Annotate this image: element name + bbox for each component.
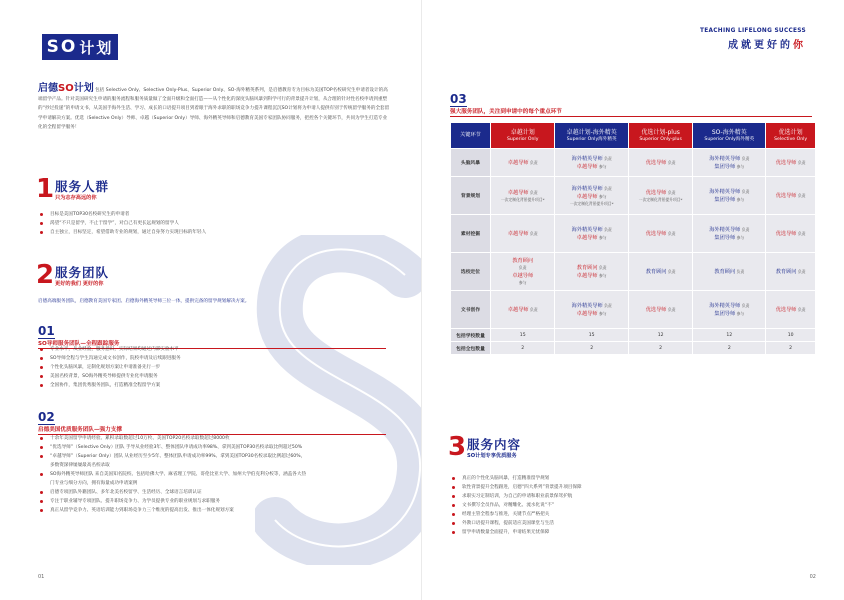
list-item: 专业水平，从业经验，服务意识，实际结果均通过内部实验水平 (38, 345, 181, 354)
table-row (451, 342, 816, 355)
intro-brand-a: 启德 (38, 83, 58, 94)
table-cell: 2 (555, 342, 628, 355)
cell-role: 教育顾问 (576, 265, 598, 271)
list-item: 文书撰写全员作品，对精雕化、流水化说“不” (450, 501, 582, 510)
table-cell: 15 (491, 329, 555, 342)
cell-note: 负责 (604, 303, 612, 308)
cell-note: 负责 (797, 269, 806, 274)
section2-subtitle: 更好的我们 更好的你 (55, 281, 104, 287)
list-item: 自主独立，目标坚定，希望借助专业的规划，通过自身努力实现目标的年轻人 (38, 228, 206, 237)
section2-number: 2 (36, 260, 55, 290)
table-cell (628, 149, 692, 177)
cell-note: 参与 (736, 311, 745, 316)
section3-number: 3 (448, 432, 467, 462)
cell-role: 集团导师 (714, 197, 736, 203)
table-cell (555, 253, 628, 291)
cell-role: 教育顾问 (512, 258, 534, 264)
cell-note: 负责 (667, 269, 676, 274)
column-en: Superior Only海外精英 (566, 136, 617, 142)
column-name: SO-海外精英 (711, 128, 747, 136)
cell-note: 负责 (736, 269, 745, 274)
table-cell (491, 215, 555, 253)
cell-role: 海外精英导师 (571, 227, 603, 233)
cell-role: 海外精英导师 (709, 303, 741, 309)
cell-role: 优选导师 (775, 160, 797, 166)
cell-role: 海外精英导师 (571, 185, 603, 192)
list-item: 启德专项团队外籍团队、多年北美名校留学、生活经历、全球语言培训认证 (38, 488, 308, 497)
table-cell: 12 (693, 329, 766, 342)
subsection-03-title: 强大服务团队，关注到申请中的每个重点环节 (450, 107, 812, 117)
list-item: 个性化头脑风暴，定制化规划方案让申请准备先行一步 (38, 363, 181, 372)
section3-list (450, 474, 582, 537)
slogan-chinese (700, 36, 806, 51)
list-item: 经理主管全程参与推进，关键节点严格把关 (450, 510, 582, 519)
list-item: 十余年美国留学申请经验、累积录取数超过10万枚、美国TOP20名校录取数超过8000枚 (38, 434, 308, 443)
cell-note: 负责 (518, 265, 527, 270)
table-cell (628, 253, 692, 291)
table-cell (766, 177, 816, 215)
cell-note: 参与 (736, 164, 745, 169)
list-item: 真正的个性化头脑风暴，打造精准留学规划 (450, 474, 582, 483)
intro-brand-b: SO (58, 83, 74, 94)
column-header (766, 123, 816, 149)
cell-role: 集团导师 (714, 311, 736, 317)
cell-role: 卓越导师 (507, 189, 529, 196)
cell-note: 负责 (667, 189, 676, 195)
list-item: 留学申请数量全面提升，申请结果无忧保障 (450, 528, 582, 537)
section1-title: 服务人群 (55, 179, 110, 194)
table-row (451, 149, 816, 177)
cell-note: 负责 (604, 185, 612, 191)
subsection-02-title: 启德美国优质服务团队—强力支撑 (38, 425, 386, 435)
row-header: 选校定位 (451, 253, 491, 291)
cell-role: 卓越导师 (576, 273, 598, 279)
slogan-english: TEACHING LIFELONG SUCCESS (699, 28, 806, 34)
cell-note: 负责 (741, 156, 750, 161)
cell-note: 参与 (598, 164, 607, 169)
table-cell (766, 149, 816, 177)
cell-role: 优选导师 (645, 160, 667, 166)
cell-note: 参与 (736, 235, 745, 240)
cell-role: 卓越导师 (507, 160, 529, 166)
page-number-left: 01 (38, 574, 45, 580)
cell-note: 负责 (530, 307, 538, 312)
cell-role: 卓越导师 (512, 273, 534, 279)
table-cell (693, 215, 766, 253)
comparison-table (450, 122, 816, 355)
cell-note: 负责 (604, 227, 612, 232)
table-cell (693, 253, 766, 291)
row-header: 头脑风暴 (451, 149, 491, 177)
subsection-01-title: SO导师服务团队—全程跟踪服务 (38, 339, 386, 349)
column-name: 卓越计划-海外精英 (566, 128, 617, 136)
list-item: 美国名校背景，SO海外精英导师提供专业化申请服务 (38, 372, 181, 381)
team-description: 启德高端服务团队，启德教育美国专家团、启德海外精英导师三位一体，提供完备的留学规划解决方案。 (38, 299, 250, 304)
list-item: SO导师全程与学生沟通完成文书创作，院校申请及后续跟进服务 (38, 354, 181, 363)
table-cell (491, 177, 555, 215)
column-header (555, 123, 628, 149)
cell-role: 海外精英导师 (709, 227, 741, 233)
subsection-02-list (38, 434, 308, 515)
column-name: 卓越计划 (510, 128, 535, 136)
cell-note: 参与 (598, 235, 607, 240)
cell-role: 卓越导师 (576, 311, 598, 317)
cell-role: 卓越导师 (507, 307, 529, 313)
cell-note: 负责 (797, 193, 806, 198)
cell-role: 优选导师 (645, 307, 667, 313)
subsection-02-number: 02 (38, 410, 55, 424)
section2-title: 服务团队 (55, 265, 110, 280)
table-row (451, 291, 816, 329)
table-cell (628, 177, 692, 215)
subsection-02 (38, 406, 386, 435)
cell-note: 负责 (604, 156, 612, 161)
cell-note: 负责 (741, 303, 750, 308)
cell-note: 一次定制化背景提升项目* (569, 200, 614, 206)
table-cell (693, 291, 766, 329)
section3-title: 服务内容 (467, 437, 522, 452)
cell-note: 负责 (667, 307, 676, 312)
row-header: 包括全包数量 (451, 342, 491, 355)
key-header: 关键环节 (451, 123, 491, 149)
cell-role: 优选导师 (645, 189, 667, 196)
intro-brand (38, 83, 94, 94)
table-cell (555, 215, 628, 253)
table-cell (766, 215, 816, 253)
cell-note: 负责 (797, 160, 806, 165)
table-cell: 2 (491, 342, 555, 355)
table-row (451, 329, 816, 342)
cell-note: 负责 (741, 189, 750, 194)
cell-role: 卓越导师 (576, 164, 598, 170)
intro-brand-c: 计划 (73, 83, 94, 94)
table-cell (693, 149, 766, 177)
subsection-03-number: 03 (450, 92, 467, 106)
subsection-01-number: 01 (38, 324, 55, 338)
table-row (451, 177, 816, 215)
table-cell: 10 (766, 329, 816, 342)
cell-role: 教育顾问 (714, 269, 736, 275)
table-cell (491, 253, 555, 291)
table-cell (491, 291, 555, 329)
cell-note: 负责 (530, 189, 538, 195)
list-item: 外教口语提升课程，提前适应美国课堂与生活 (450, 519, 582, 528)
slogan-chinese-a: 成就更好的 (728, 40, 793, 51)
page-number-right: 02 (809, 574, 816, 580)
table-cell (491, 149, 555, 177)
section1-subtitle: 只为志存高远的你 (55, 195, 97, 201)
list-item: 求职实习定制培训，为自己的申请和职业前景保驾护航 (450, 492, 582, 501)
section1-number: 1 (36, 174, 55, 204)
subsection-03 (450, 88, 812, 117)
cell-note: 参与 (736, 197, 745, 202)
cell-role: 优选导师 (775, 193, 797, 199)
table-cell (766, 253, 816, 291)
column-en: Selective Only (774, 136, 808, 142)
table-cell (766, 291, 816, 329)
section1-list (38, 210, 206, 237)
column-en: Superior Only-plus (639, 136, 682, 142)
table-row (451, 215, 816, 253)
list-item: 真正从留学竞争力、英语培训能力到职场竞争力三个维度的提高出发、推出一体化规划方案 (38, 506, 308, 515)
column-header (628, 123, 692, 149)
row-header: 包括学校数量 (451, 329, 491, 342)
column-en: Superior Only海外精英 (704, 136, 755, 142)
cell-role: 海外精英导师 (709, 156, 741, 162)
cell-role: 优选导师 (775, 307, 797, 313)
cell-role: 集团导师 (714, 164, 736, 170)
cell-note: 一次定制化背景提升项目* (638, 196, 683, 202)
cell-role: 卓越导师 (576, 193, 598, 200)
cell-role: 海外精英导师 (571, 156, 603, 162)
cell-note: 参与 (518, 280, 527, 285)
column-name: 优选计划-plus (641, 128, 680, 136)
cell-note: 负责 (667, 160, 676, 165)
list-item: 目标是美国TOP30名校研究生的申请者 (38, 210, 206, 219)
column-name: 优选计划 (778, 128, 803, 136)
column-en: Superior Only (507, 136, 539, 142)
list-item: 全国协作，集团优秀服务团队，打造精准全程留学方案 (38, 381, 181, 390)
cell-role: 海外精英导师 (709, 189, 741, 195)
cell-note: 参与 (598, 273, 607, 278)
cell-role: 优选导师 (645, 231, 667, 237)
table-cell (555, 291, 628, 329)
table-cell: 2 (766, 342, 816, 355)
cell-note: 负责 (598, 265, 607, 270)
cell-role: 卓越导师 (576, 235, 598, 241)
table-cell (693, 177, 766, 215)
right-page (422, 0, 844, 600)
list-item: 专注于职业辅导专项团队、提升职场竞争力、为学员提供专业的职业规划与求职服务 (38, 497, 308, 506)
table-cell: 2 (628, 342, 692, 355)
intro-paragraph (38, 84, 390, 132)
cell-role: 教育顾问 (775, 269, 797, 275)
table-cell (555, 177, 628, 215)
cell-note: 参与 (598, 311, 607, 316)
subsection-01-list (38, 345, 181, 390)
page-title-box (42, 34, 118, 60)
cell-role: 教育顾问 (645, 269, 667, 275)
slogan-chinese-b: 你 (793, 40, 806, 51)
table-header-row (451, 123, 816, 149)
table-row (451, 253, 816, 291)
column-header (491, 123, 555, 149)
table-cell: 15 (555, 329, 628, 342)
cell-role: 海外精英导师 (571, 303, 603, 309)
list-item: “卓越导师”（Superior Only）团队 从业经历至少5年、整体团队申请成功率99%、拿到美国TOP30名校录取比例超过60%，多数资深律屡屡最高名校录取 (38, 452, 308, 470)
table-cell: 2 (693, 342, 766, 355)
table-cell (628, 291, 692, 329)
cell-note: 一次定制化背景提升项目* (500, 196, 545, 202)
column-header (693, 123, 766, 149)
cell-note: 参与 (598, 193, 607, 199)
page-title-rest: 计划 (79, 38, 114, 57)
row-header: 素材挖掘 (451, 215, 491, 253)
list-item: 软性背景提升全程跟进，启德“四大系列”背景提升项目保障 (450, 483, 582, 492)
list-item: SO海外精英导师团队 来自美国知名院校、包括哈佛大学、麻省理工学院、哥伦比亚大学、加州大学伯克利分校等，涵盖各大热门专业与细分方向，拥有海量成功申请案例 (38, 470, 308, 488)
table-cell: 12 (628, 329, 692, 342)
table-cell (555, 149, 628, 177)
section3-subtitle: SO计划专享优质服务 (467, 453, 517, 459)
slogan (700, 28, 806, 51)
cell-role: 卓越导师 (507, 231, 529, 237)
cell-note: 负责 (797, 307, 806, 312)
cell-role: 优选导师 (775, 231, 797, 237)
page-title-main: SO (46, 37, 78, 57)
cell-note: 负责 (797, 231, 806, 236)
cell-note: 负责 (530, 160, 538, 165)
cell-role: 集团导师 (714, 235, 736, 241)
list-item: 渴望“不只是留学，不止于留学”，对自己有更长远规划的留学人 (38, 219, 206, 228)
row-header: 文书创作 (451, 291, 491, 329)
list-item: “优选导师”（Selective Only）团队 手导从业经验3年、整体团队申请成功率98%、拿到美国TOP30名校录取比例超过50% (38, 443, 308, 452)
decorative-big-s (255, 235, 445, 565)
row-header: 背景规划 (451, 177, 491, 215)
intro-text: 包括 Selective Only、Selective Only-Plus、Superior Only、SO-海外精英系列，是启德教育专为目标为美国TOP名校研究生申请者设计的高端留学产品。针对美国研究生申请的服务流程和服务质量做了全面升级和全面打造——从个性化的深度头脑风暴到科学可行的背景提升计划，从合理的针对性名校申请到重塑的“抄过投递”的申请文书，从美国手海外生活、学习、成长的口语提升项目到着眼于海外求职的职场竞争力提升课程沉沉SO计划将为申请人提供有别于传统留学服务的全套留学申请解决方案。优选（Selective Only）导师、卓越（Superior Only）导师、海外精英导师和启德教育美国专家团队协同服务，把控各个关键环节，共同为学生打造专业化的全程留学服务！ (38, 88, 390, 130)
cell-note: 负责 (530, 231, 538, 236)
table-cell (628, 215, 692, 253)
cell-note: 负责 (667, 231, 676, 236)
cell-note: 负责 (741, 227, 750, 232)
